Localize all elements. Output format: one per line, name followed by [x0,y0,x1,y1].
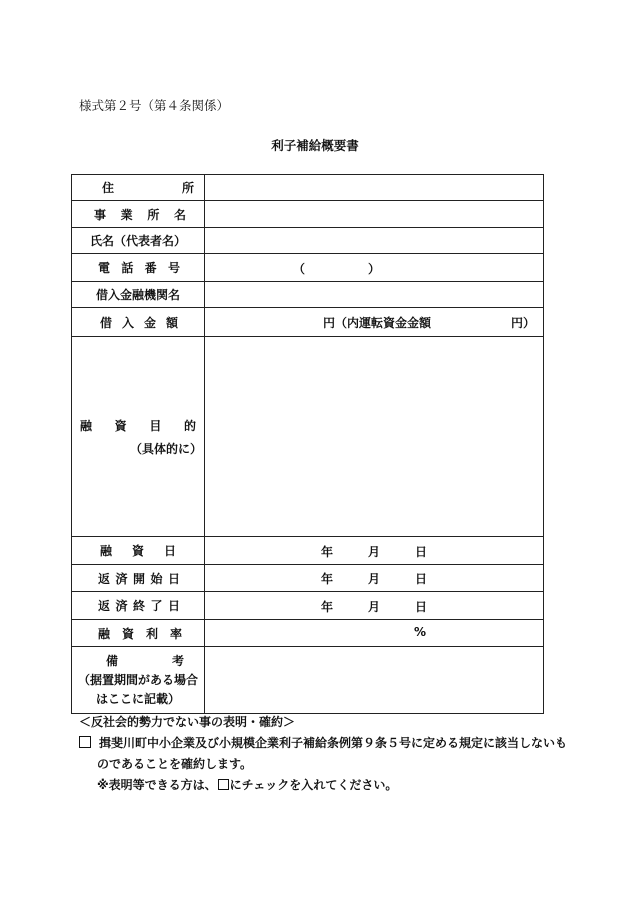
declaration-section [79,712,569,796]
declaration-continued: のであることを確約します。 [97,757,253,771]
row-bank [72,282,544,308]
row-remarks [72,647,544,714]
label-repay-start: 返 済 開 始 日 [72,565,205,592]
value-purpose[interactable] [205,337,544,537]
row-representative [72,228,544,254]
value-representative[interactable] [205,228,544,254]
value-repay-end[interactable]: 年 月 日 [205,592,544,620]
row-office-name [72,201,544,228]
row-repay-end [72,592,544,620]
value-remarks[interactable] [205,647,544,714]
value-phone[interactable] [205,254,544,282]
row-address [72,175,544,201]
summary-table [71,174,544,714]
row-interest-rate [72,620,544,647]
row-loan-date [72,537,544,565]
declaration-heading: ＜反社会的勢力でない事の表明・確約＞ [79,715,296,729]
loan-yen: 円（内運転資金金額 [323,316,432,330]
checkbox-instruction: ※表明等できる方は、 にチェックを入れてください。 [97,778,398,792]
form-number: 様式第２号（第４条関係） [79,98,230,113]
label-remarks: 備 考 （据置期間がある場合 はここに記載） [72,647,205,714]
row-phone [72,254,544,282]
label-repay-end: 返 済 終 了 日 [72,592,205,620]
declaration-checkbox[interactable] [79,736,91,748]
working-capital-yen: 円） [510,316,535,330]
value-bank[interactable] [205,282,544,308]
purpose-sub-label: （具体的に） [130,441,203,456]
row-repay-start [72,565,544,592]
label-interest-rate: 融 資 利 率 [72,620,205,647]
document-title: 利子補給概要書 [271,138,359,153]
percent-unit: % [414,625,427,639]
declaration-item: 揖斐川町中小企業及び小規模企業利子補給条例第９条５号に定める規定に該当しないも [79,733,569,754]
row-purpose [72,337,544,537]
value-loan-date[interactable]: 年 月 日 [205,537,544,565]
value-address[interactable] [205,175,544,201]
phone-paren-open: （ [293,262,306,276]
label-office-name: 事 業 所 名 [72,201,205,228]
row-loan-amount [72,308,544,337]
checkbox-glyph-icon [218,779,229,790]
label-loan-amount: 借 入 金 額 [72,308,205,337]
label-loan-date: 融 資 日 [72,537,205,565]
label-address: 住 所 [72,175,205,201]
label-phone: 電 話 番 号 [72,254,205,282]
value-repay-start[interactable]: 年 月 日 [205,565,544,592]
label-purpose: 融 資 目 的 （具体的に） [72,337,205,537]
value-office-name[interactable] [205,201,544,228]
label-representative: 氏名（代表者名） [72,228,205,254]
phone-paren-close: ） [368,262,381,276]
value-loan-amount[interactable] [205,308,544,337]
label-bank: 借入金融機関名 [72,282,205,308]
value-interest-rate[interactable] [205,620,544,647]
